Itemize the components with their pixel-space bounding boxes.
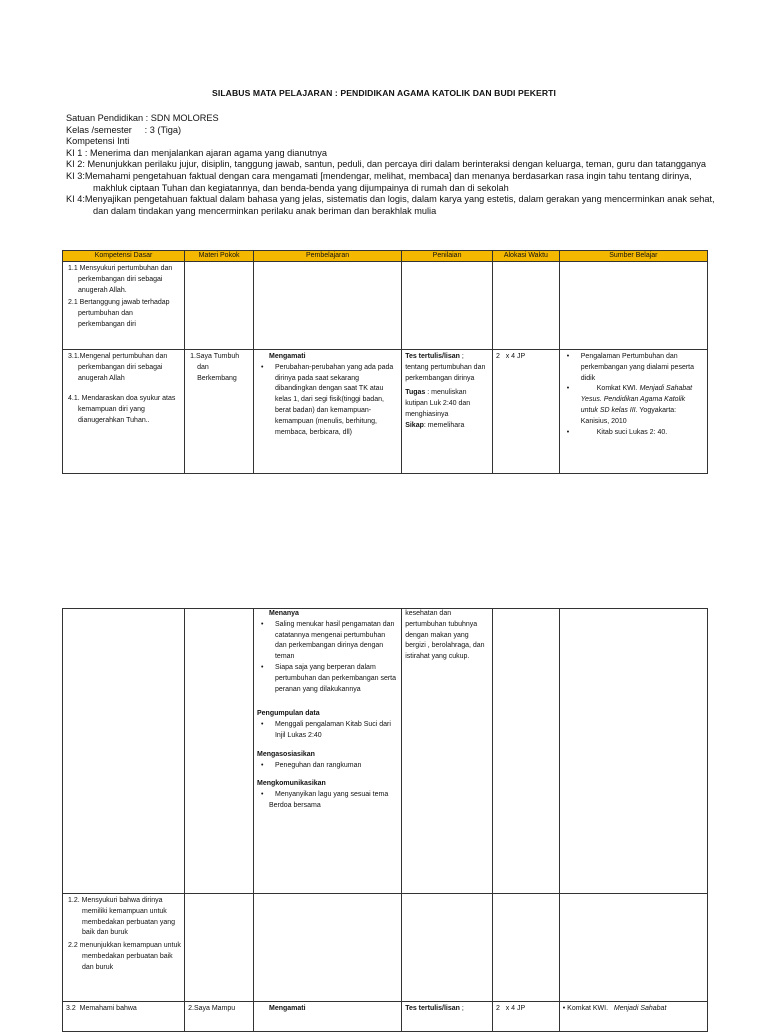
syllabus-table <box>62 250 708 474</box>
kd-4-1: 4.1. Mendaraskan doa syukur atas kemampuan diri yang dianugerahkan Tuhan.. <box>68 395 176 424</box>
kd-1-1: 1.1 Mensyukuri pertumbuhan dan perkembangan diri sebagai anugerah Allah. <box>68 265 173 294</box>
tes-label: Tes tertulis/lisan <box>405 353 460 360</box>
sumber-cell <box>559 350 707 474</box>
tes-line <box>405 1004 489 1015</box>
table-row <box>63 609 708 894</box>
menanya-heading: Menanya <box>268 610 299 617</box>
header-pembelajaran: Pembelajaran <box>253 251 401 262</box>
header-kompetensi-dasar: Kompetensi Dasar <box>63 251 185 262</box>
sumber-title: Menjadi Sahabat <box>613 1005 667 1012</box>
tes-detail: tentang pertumbuhan dan perkembangan dirinya <box>405 363 486 382</box>
list-item: • Menyanyikan lagu yang sesuai tema <box>257 790 398 801</box>
materi-pokok-1: 1.Saya Tumbuh dan Berkembang <box>190 353 240 382</box>
tugas-detail: : menuliskan kutipan Luk 2:40 dan menghiasinya <box>405 389 471 418</box>
kd-3-1: 3.1.Mengenal pertumbuhan dan perkembangan diri sebagai anugerah Allah <box>68 353 168 382</box>
alokasi-cell <box>492 350 559 474</box>
tes-suffix: ; <box>459 353 464 360</box>
pengumpulan-heading: Pengumpulan data <box>256 710 320 718</box>
sumber-list <box>563 352 704 438</box>
list-item: • Pengalaman Pertumbuhan dan perkembangan yang dialami peserta didik <box>563 352 704 384</box>
materi-cell <box>185 1002 254 1032</box>
pengumpulan-list <box>257 720 398 742</box>
ki-1: KI 1 : Menerima dan menjalankan ajaran agama yang dianutnya <box>66 147 327 158</box>
penilaian-continued: kesehatan dan pertumbuhan tubuhnya dengan makan yang bergizi , berolahraga, dan istirahat yang cukup. <box>405 610 485 661</box>
table-row <box>63 262 708 350</box>
list-item: • Kitab suci Lukas 2: 40. <box>563 428 704 439</box>
asosiasi-heading: Mengasosiasikan <box>256 750 315 758</box>
header-materi-pokok: Materi Pokok <box>185 251 254 262</box>
sumber-suffix: Yogyakarta: Kanisius, 2010 <box>580 406 677 425</box>
sikap-detail: : memelihara <box>423 421 465 429</box>
ki-4: KI 4:Menyajikan pengetahuan faktual dalam bahasa yang jelas, sistematis dan logis, dalam karya yang estetis, dalam gerakan yang mencerminkan anak sehat, <box>66 194 715 205</box>
mengamati-heading: Mengamati <box>268 1005 306 1012</box>
mengamati-heading: Mengamati <box>268 353 306 360</box>
pembelajaran-cell <box>253 1002 401 1032</box>
komunikasi-heading: Mengkomunikasikan <box>256 780 326 788</box>
list-item: • Siapa saja yang berperan dalam pertumbuhan dan perkembangan serta peranan yang dilakukannya <box>257 663 398 695</box>
alokasi-value: 2 x 4 JP <box>495 1005 526 1012</box>
kompetensi-inti-label: Kompetensi Inti <box>66 136 130 147</box>
kd-3-2: 3.2 Memahami bahwa <box>66 1005 137 1012</box>
list-item: • Perubahan-perubahan yang ada pada dirinya pada saat sekarang dibandingkan dengan saat TK atau kelas 1, dari segi fisik(tinggi badan, berat badan) dan kemampuan-kemampuan (menulis, berhitung, membaca, berbicara, dll) <box>257 363 398 439</box>
materi-cell <box>185 350 254 474</box>
pembelajaran-cell <box>253 350 401 474</box>
table-row <box>63 1002 708 1032</box>
tes-line <box>405 352 489 363</box>
alokasi-cell <box>492 1002 559 1032</box>
table-row <box>63 894 708 1002</box>
page-title: SILABUS MATA PELAJARAN : PENDIDIKAN AGAMA KATOLIK DAN BUDI PEKERTI <box>212 88 556 98</box>
syllabus-table-continued <box>62 608 708 1032</box>
list-item: • Peneguhan dan rangkuman <box>257 761 398 772</box>
kd-cell <box>63 350 185 474</box>
kelas-semester: Kelas /semester : 3 (Tiga) <box>66 124 182 135</box>
mengamati-list <box>257 363 398 439</box>
komunikasi-list <box>257 790 398 801</box>
asosiasi-list <box>257 761 398 772</box>
tugas-line <box>405 388 489 420</box>
penilaian-cell <box>402 609 493 894</box>
ki-3-cont: makhluk ciptaan Tuhan dan kegiatannya, dan benda-benda yang dijumpainya di rumah dan di sekolah <box>93 182 509 193</box>
list-item <box>563 384 704 427</box>
sikap-line <box>405 421 489 432</box>
ki-3: KI 3:Memahami pengetahuan faktual dengan cara mengamati [mendengar, melihat, membaca] dan menanya berdasarkan rasa ingin tahu tentang dirinya, <box>66 170 692 181</box>
satuan-pendidikan: Satuan Pendidikan : SDN MOLORES <box>66 113 219 123</box>
sumber-title: Menjadi Sahabat Yesus. Pendidikan Agama Katolik untuk SD kelas III. <box>580 385 693 414</box>
kd-cell <box>63 1002 185 1032</box>
sumber-cell <box>559 1002 707 1032</box>
header-sumber-belajar: Sumber Belajar <box>559 251 707 262</box>
penilaian-cell <box>402 350 493 474</box>
tugas-label: Tugas <box>405 389 426 397</box>
kd-2-1: 2.1 Bertanggung jawab terhadap pertumbuhan dan perkembangan diri <box>68 299 170 328</box>
kd-cell <box>63 262 185 350</box>
header-penilaian: Penilaian <box>402 251 493 262</box>
table-row <box>63 350 708 474</box>
tes-suffix: ; <box>459 1005 464 1012</box>
pembelajaran-cell <box>253 609 401 894</box>
tes-label: Tes tertulis/lisan <box>405 1005 460 1012</box>
sikap-label: Sikap <box>405 421 424 429</box>
list-item: • Saling menukar hasil pengamatan dan catatannya mengenai pertumbuhan dan perkembangan dirinya dengan teman <box>257 620 398 663</box>
table-header-row <box>63 251 708 262</box>
penilaian-cell <box>402 1002 493 1032</box>
menanya-list <box>257 620 398 696</box>
kd-cell <box>63 894 185 1002</box>
ki-4-cont: dan dalam tindakan yang mencerminkan perilaku anak beriman dan berakhlak mulia <box>93 205 437 216</box>
sumber-line: • Komkat KWI. Menjadi Sahabat <box>562 1005 667 1012</box>
kd-2-2: 2.2 menunjukkan kemampuan untuk membedakan perbuatan baik dan buruk <box>68 942 181 971</box>
komunikasi-extra: Berdoa bersama <box>268 801 321 809</box>
materi-pokok-2: 2.Saya Mampu <box>188 1005 236 1012</box>
sumber-prefix: Komkat KWI. <box>596 385 638 393</box>
alokasi-value: 2 x 4 JP <box>495 353 526 360</box>
header-alokasi-waktu: Alokasi Waktu <box>492 251 559 262</box>
list-item: • Menggali pengalaman Kitab Suci dari Injil Lukas 2:40 <box>257 720 398 742</box>
ki-2: KI 2: Menunjukkan perilaku jujur, disiplin, tanggung jawab, santun, peduli, dan percaya diri dalam berinteraksi dengan keluarga, teman, guru dan tatangganya <box>66 159 706 170</box>
identity-block <box>66 113 715 217</box>
kd-1-2: 1.2. Mensyukuri bahwa dirinya memiliki kemampuan untuk membedakan perbuatan yang baik dan buruk <box>68 897 176 937</box>
sumber-prefix: Komkat KWI. <box>567 1005 609 1012</box>
